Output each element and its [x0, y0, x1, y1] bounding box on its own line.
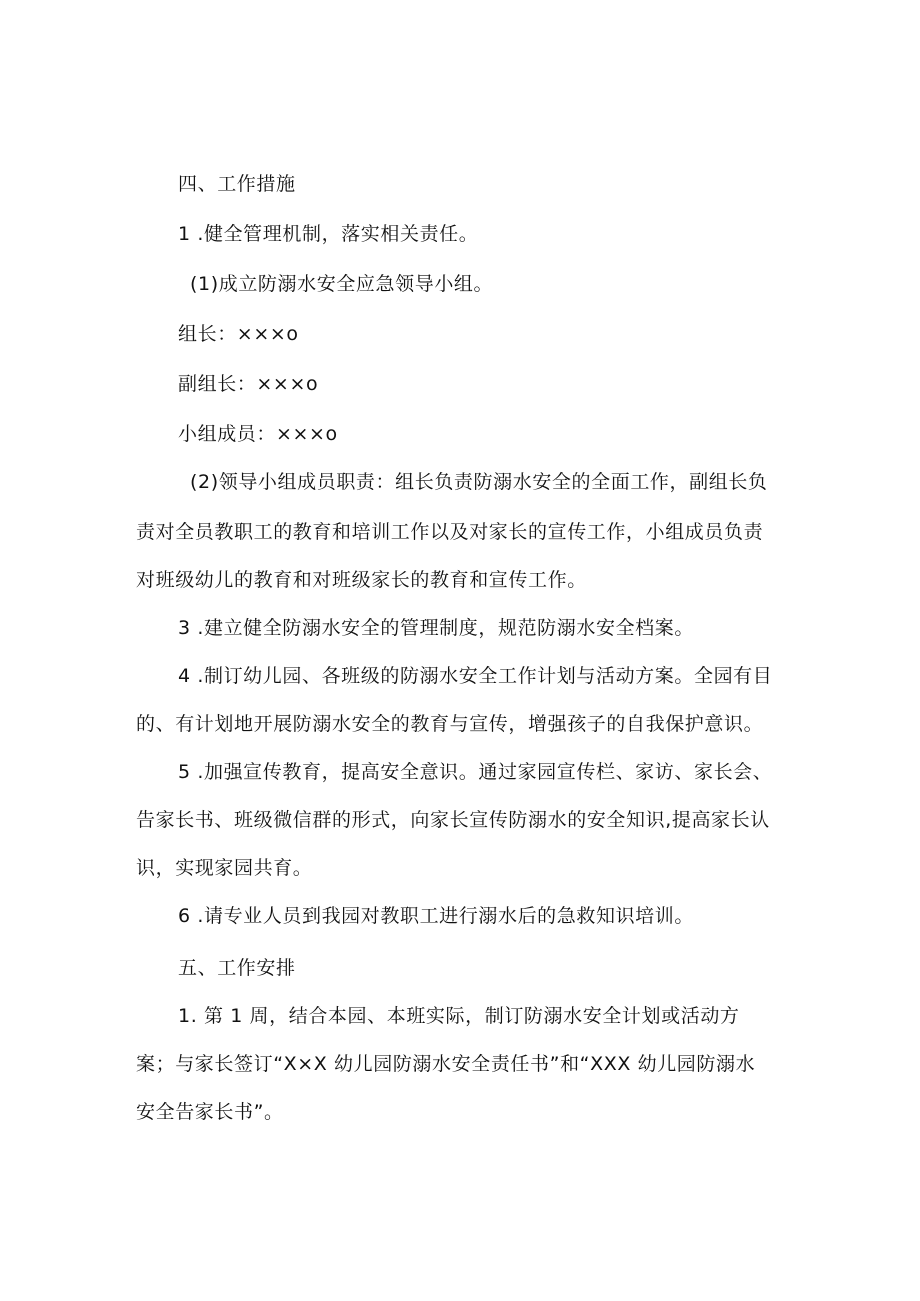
paragraph-line: 3 .建立健全防溺水安全的管理制度，规范防溺水安全档案。	[178, 617, 694, 639]
paragraph-line: 安全告家长书”。	[136, 1101, 284, 1123]
section-heading: 四、工作措施	[178, 173, 296, 195]
paragraph-line: 6 .请专业人员到我园对教职工进行溺水后的急救知识培训。	[178, 905, 694, 927]
paragraph-line: 案；与家长签订“X×X 幼儿园防溺水安全责任书”和“XXX 幼儿园防溺水	[136, 1053, 756, 1075]
paragraph-line: 识，实现家园共育。	[136, 857, 313, 879]
section-heading: 五、工作安排	[178, 957, 296, 979]
paragraph-line: 对班级幼儿的教育和对班级家长的教育和宣传工作。	[136, 569, 587, 591]
paragraph-line: (2)领导小组成员职责：组长负责防溺水安全的全面工作，副组长负	[190, 471, 768, 493]
paragraph-line: 1. 第 1 周，结合本园、本班实际，制订防溺水安全计划或活动方	[178, 1005, 740, 1027]
paragraph-line: (1)成立防溺水安全应急领导小组。	[190, 273, 494, 295]
paragraph-line: 5 .加强宣传教育，提高安全意识。通过家园宣传栏、家访、家长会、	[178, 761, 773, 783]
paragraph-line: 副组长：×××o	[178, 373, 319, 395]
paragraph-line: 告家长书、班级微信群的形式，向家长宣传防溺水的安全知识,提高家长认	[136, 809, 770, 831]
paragraph-line: 组长：×××o	[178, 323, 299, 345]
paragraph-line: 小组成员：×××o	[178, 423, 338, 445]
paragraph-line: 的、有计划地开展防溺水安全的教育与宣传，增强孩子的自我保护意识。	[136, 713, 764, 735]
paragraph-line: 责对全员教职工的教育和培训工作以及对家长的宣传工作，小组成员负责	[136, 521, 764, 543]
paragraph-line: 1 .健全管理机制，落实相关责任。	[178, 223, 479, 245]
paragraph-line: 4 .制订幼儿园、各班级的防溺水安全工作计划与活动方案。全园有目	[178, 665, 773, 687]
